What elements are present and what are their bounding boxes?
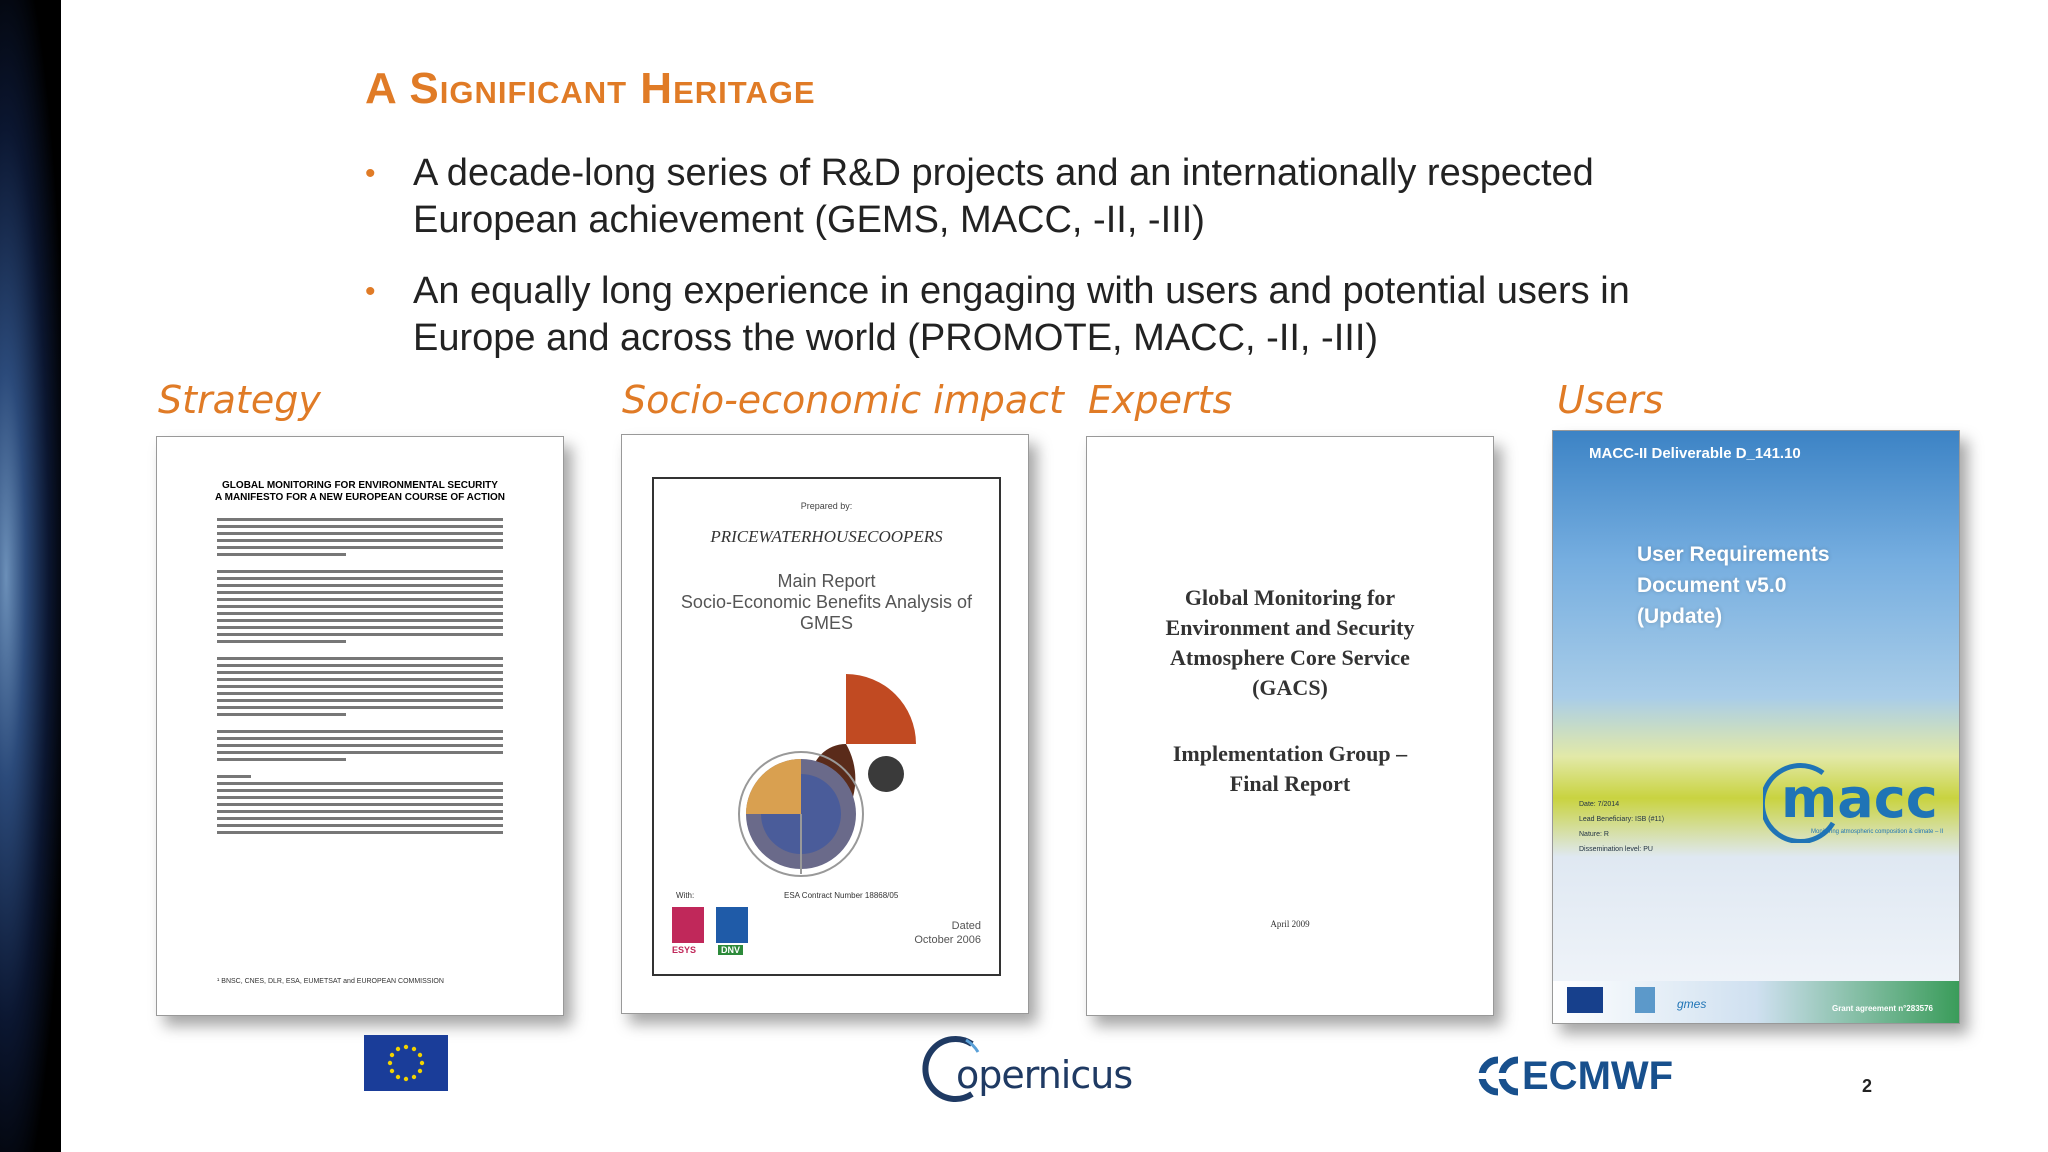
gmes-logo: gmes (1677, 997, 1707, 1011)
deliverable-label: MACC-II Deliverable D_141.10 (1589, 445, 1801, 462)
text-paragraph (217, 657, 503, 716)
experts-document-thumbnail (1086, 436, 1494, 1016)
grant-agreement: Grant agreement n°283576 (1831, 1004, 1933, 1013)
meta-dissemination: Dissemination level: PU (1579, 846, 1653, 853)
meta-nature: Nature: R (1579, 831, 1609, 838)
bullet-text: An equally long experience in engaging with users and potential users in Europe and across the world (PROMOTE, MACC, -II, -III) (413, 270, 1630, 359)
eu-flag-icon (364, 1035, 448, 1091)
dated-value: October 2006 (914, 934, 981, 946)
bullet-text: A decade-long series of R&D projects and an internationally respected European achievement (GEMS, MACC, -II, -III) (413, 152, 1594, 241)
ecmwf-logo: ECMWF (1522, 1054, 1674, 1098)
collage-image (726, 664, 936, 884)
experts-doc-subtitle: Implementation Group – Final Report (1172, 741, 1408, 796)
main-report-title (654, 571, 999, 634)
slide-title: A Significant Heritage (365, 64, 816, 113)
main-report-label: Main Report (777, 571, 876, 591)
socio-economic-document-thumbnail (621, 434, 1029, 1014)
bullet-item (365, 150, 1695, 244)
experts-doc-date: April 2009 (1270, 919, 1310, 929)
caption-users: Users (1557, 378, 1664, 422)
fp7-logo-icon (1635, 987, 1655, 1013)
bullet-item (365, 268, 1695, 362)
pwc-logo: PRICEWATERHOUSECOOPERS (710, 527, 943, 546)
doc-inner-frame (652, 477, 1001, 976)
strategy-doc-footnote: ¹ BNSC, CNES, DLR, ESA, EUMETSAT and EUROPEAN COMMISSION (217, 978, 444, 985)
users-document-thumbnail (1552, 430, 1960, 1024)
strategy-doc-title: GLOBAL MONITORING FOR ENVIRONMENTAL SECURITY A MANIFESTO FOR A NEW EUROPEAN COURSE OF ACTION (214, 480, 505, 503)
caption-experts: Experts (1088, 378, 1233, 422)
text-paragraph (217, 775, 503, 834)
page-number: 2 (1862, 1076, 1873, 1096)
caption-strategy: Strategy (158, 378, 321, 422)
ecmwf-mark-icon (1470, 1056, 1526, 1096)
with-label: With: (676, 891, 695, 900)
main-report-subtitle: Socio-Economic Benefits Analysis of GMES (680, 592, 973, 633)
esys-logo (672, 907, 704, 943)
dnv-logo (716, 907, 748, 943)
strategy-document-thumbnail (156, 436, 564, 1016)
experts-doc-title: Global Monitoring for Environment and Security Atmosphere Core Service (GACS) (1165, 585, 1415, 700)
dated-block (914, 919, 981, 947)
text-paragraph (217, 570, 503, 643)
text-paragraph (217, 730, 503, 761)
eu-flag-icon (1567, 987, 1603, 1013)
meta-lead-beneficiary: Lead Beneficiary: ISB (#11) (1579, 816, 1665, 823)
users-doc-title: User Requirements Document v5.0 (Update) (1637, 543, 1830, 628)
caption-socio-economic: Socio-economic impact (622, 378, 1064, 422)
text-paragraph (217, 518, 503, 556)
meta-date: Date: 7/2014 (1579, 801, 1620, 808)
footer-band (1553, 981, 1959, 1023)
prepared-by-label: Prepared by: (800, 501, 853, 511)
bullet-icon: • (365, 275, 376, 308)
macc-logo-subtitle: Monitoring atmospheric composition & climate – II (1811, 829, 1944, 835)
macc-logo: macc (1781, 767, 1938, 830)
bullet-list (365, 150, 1695, 386)
users-doc-meta (1579, 797, 1664, 857)
esys-logo-text: ESYS (672, 945, 697, 955)
esa-contract-number: ESA Contract Number 18868/05 (784, 891, 899, 900)
copernicus-logo: opernicus (956, 1053, 1133, 1097)
dnv-logo-text: DNV (718, 945, 743, 955)
dated-label: Dated (951, 920, 981, 932)
bullet-icon: • (365, 157, 376, 190)
earth-image-strip (0, 0, 61, 1152)
